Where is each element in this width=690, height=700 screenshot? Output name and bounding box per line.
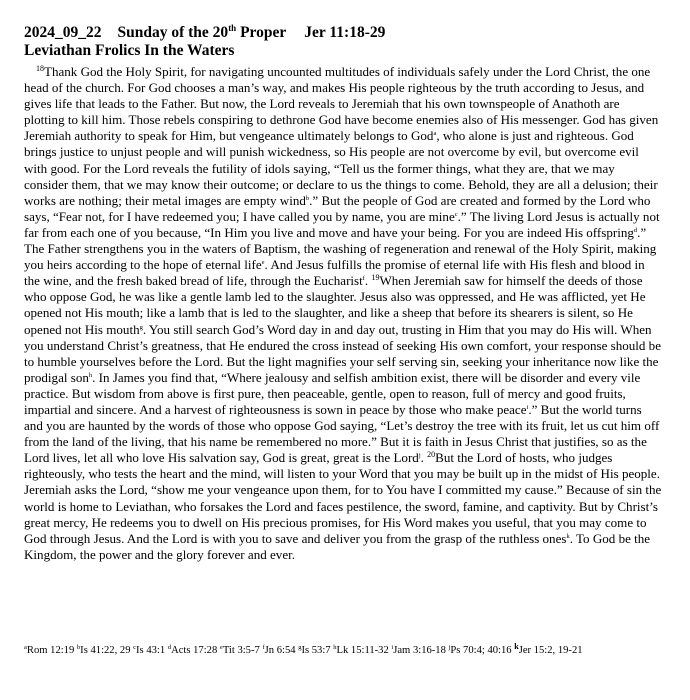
footnote-item: $^d$Acts 17:28 <box>167 644 220 656</box>
footnote-marker: b <box>305 194 310 202</box>
verse-number: 20 <box>427 450 436 460</box>
verse-number: 18 <box>36 64 44 73</box>
sermon-body: $^{18}$Thank God the Holy Spirit, for navigating uncounted multitudes of individuals safely under the Lord Christ, the one head of the church. For God chooses a man’s way, and makes His people righteous by the truth according to Jesus, and gives life that leads to the Father. But now, the Lord reveals to Jeremiah that his own townspeople of Anathoth are plotting to kill him. Those rebels conspiring to dethrone God have become enemies also of His messenger. God has given Jeremiah authority to speak for Him, but vengeance ultimately belongs to God$^a$, who alone is just and righteous. God brings justice to unjust people and will punish wickedness, so His people are not overcome by evil, but overcome evil with good. For the Lord reveals the futility of idols saying, “Tell us the former things, what they are, that we may consider them, that we may know their outcome; or declare to us the things to come. Behold, they are all a delusion; their works are nothing; their metal images are empty wind$^b$.” But the people of God are created and formed by the Lord who says, “Fear not, for I have redeemed you; I have called you by name, you are mine$^c$.” The living Lord Jesus is actually not far from each one of you because, “In Him you live and move and have your being. For you are indeed His offspring$^d$.” The Father strengthens you in the waters of Baptism, the washing of regeneration and renewal of the Holy Spirit, making you heirs according to the hope of eternal life$^e$. And Jesus fulfills the promise of eternal life with His flesh and blood in the wine, and the fresh baked bread of life, through the Eucharist$^f$. $^{19}$When Jeremiah saw for himself the deeds of those who oppose God, he was like a gentle lamb led to the slaughter. Jesus also was oppressed, and He was afflicted, yet He opened not His mouth; like a lamb that is led to the slaughter, and like a sheep that before its shearers is silent, so He opened not His mouth$^g$. You still search God’s Word day in and day out, trusting in Him that you may do His will. When you understand Christ’s greatness, that He endured the cross instead of seeking His own comfort, your response should be to humble yourselves before the Lord. But the light magnifies your self serving sin, seeking your inheritance now like the prodigal son$^h$. In James you find that, “Where jealousy and selfish ambition exist, there will be disorder and every vile practice. But wisdom from above is first pure, then peaceable, gentle, open to reason, full of mercy and good fruits, impartial and sincere. And a harvest of righteousness is sown in peace by those who make peace$^i$.” But the world turns and you are haunted by the words of those who oppose God saying, “Let’s destroy the tree with its fruit, let us cut him off from the land of the living, that his name be remembered no more.” But it is faith in Jesus Christ that justifies, so as the Lord lives, let all who love His salvation say, God is great, great is the Lord$^j$. $^{20}$But the Lord of hosts, who judges righteously, who tests the heart and the mind, will listen to your Word that you may be built up in the midst of His people. Jeremiah asks the Lord, “show me your vengeance upon them, for to You have I committed my cause.” Because of sin the world is home to Leviathan, who forsakes the Lord and faces pestilence, the sword, famine, and captivity. But by Christ’s great mercy, He redeems you to dwell on His precious promises, for His Word makes you useful, that you may come to God through Jesus. And the Lord is with you to save and deliver you from the grasp of the ruthless ones$^k$. To God be the Kingdom, the power and the glory forever and ever. <box>24 64 662 562</box>
footnote-item: $^c$Is 43:1 <box>133 644 168 656</box>
footnote-item: $^b$Is 41:22, 29 <box>76 644 134 656</box>
footnote-item: $^e$Tit 3:5-7 <box>219 644 263 656</box>
footnote-marker: f <box>362 275 365 283</box>
footnote-marker: a <box>433 130 437 138</box>
footnote-item: $^a$Rom 12:19 <box>24 644 77 656</box>
footnote-item: $^i$Jam 3:16-18 <box>391 644 449 656</box>
footnote-item: $^k$Jer 15:2, 19-21 <box>514 642 583 656</box>
sermon-date: 2024_09_22 <box>24 24 102 41</box>
footnote-marker: c <box>454 210 458 218</box>
footnote-marker: k <box>566 532 570 540</box>
liturgical-day: Sunday of the 20th Proper <box>117 23 287 41</box>
footnotes <box>24 644 664 658</box>
verse-number: 19 <box>371 273 380 283</box>
footnote-item: $^h$Lk 15:11-32 <box>333 644 392 656</box>
footnote-marker: h <box>88 371 93 379</box>
footnote-marker: i <box>526 403 529 411</box>
footnote-marker: g <box>139 323 143 331</box>
footnote-marker: j <box>418 452 421 460</box>
footnote-item: $^f$Jn 6:54 <box>262 644 299 656</box>
footnote-marker: e <box>261 259 265 267</box>
footnote-marker: d <box>633 226 638 234</box>
footnote-item: $^g$Is 53:7 <box>298 644 334 656</box>
footnote-item: $^j$Ps 70:4; 40:16 <box>448 644 515 656</box>
sermon-title: Leviathan Frolics In the Waters <box>24 42 235 59</box>
scripture-reading: Jer 11:18-29 <box>304 24 386 41</box>
header-line-1 <box>24 24 662 42</box>
